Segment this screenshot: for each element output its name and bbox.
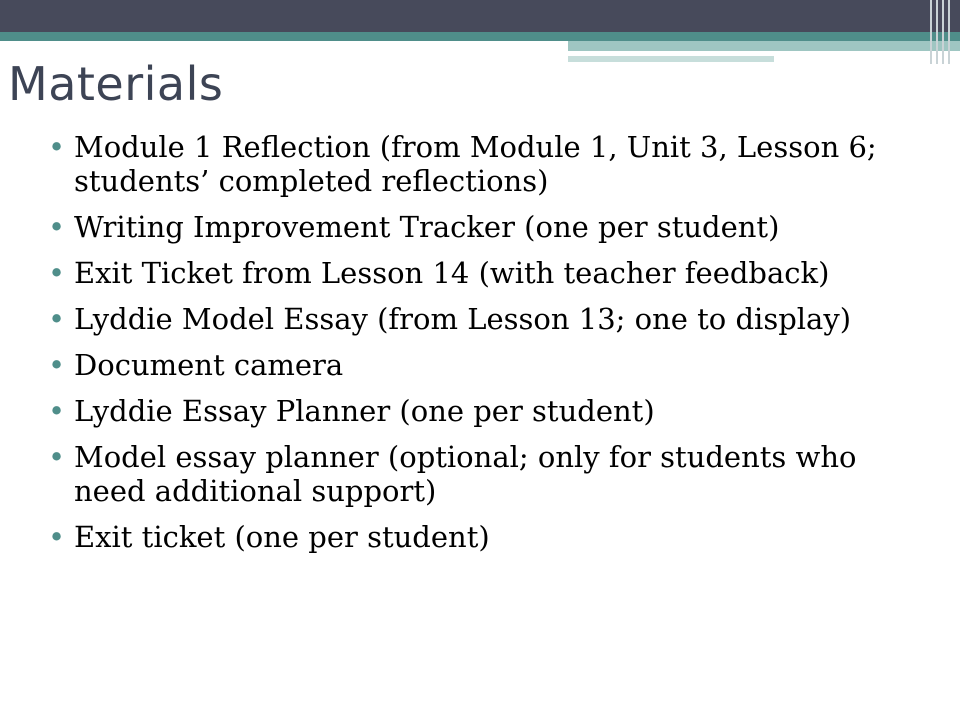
bullet-icon: •	[48, 520, 66, 554]
slide-title: Materials	[8, 57, 224, 111]
bullet-icon: •	[48, 130, 66, 164]
edge-stripe	[948, 0, 950, 64]
list-item-text: Writing Improvement Tracker (one per student)	[74, 210, 780, 244]
list-item-text: Module 1 Reflection (from Module 1, Unit 3, Lesson 6; students’ completed reflections)	[74, 130, 877, 198]
list-item-text: Lyddie Model Essay (from Lesson 13; one to display)	[74, 302, 852, 336]
header-bar-teal	[0, 32, 960, 41]
list-item	[48, 256, 928, 290]
edge-stripes	[930, 0, 952, 64]
list-item-text: Lyddie Essay Planner (one per student)	[74, 394, 655, 428]
edge-stripe	[936, 0, 938, 64]
list-item	[48, 302, 928, 336]
edge-stripe	[942, 0, 944, 64]
bullet-icon: •	[48, 256, 66, 290]
list-item-text: Exit Ticket from Lesson 14 (with teacher feedback)	[74, 256, 830, 290]
bullet-icon: •	[48, 348, 66, 382]
bullet-icon: •	[48, 302, 66, 336]
list-item	[48, 440, 928, 508]
edge-stripe	[930, 0, 932, 64]
list-item	[48, 130, 928, 198]
list-item	[48, 520, 928, 554]
list-item-text: Document camera	[74, 348, 344, 382]
list-item	[48, 210, 928, 244]
header-accent-bar-secondary	[568, 56, 774, 62]
header-bar-dark	[0, 0, 960, 32]
header-accent-bar	[568, 41, 960, 51]
bullet-icon: •	[48, 210, 66, 244]
list-item-text: Exit ticket (one per student)	[74, 520, 490, 554]
list-item	[48, 348, 928, 382]
list-item-text: Model essay planner (optional; only for students who need additional support)	[74, 440, 857, 508]
materials-list	[48, 130, 928, 566]
bullet-icon: •	[48, 440, 66, 474]
list-item	[48, 394, 928, 428]
bullet-icon: •	[48, 394, 66, 428]
header-accent-line	[568, 51, 888, 53]
